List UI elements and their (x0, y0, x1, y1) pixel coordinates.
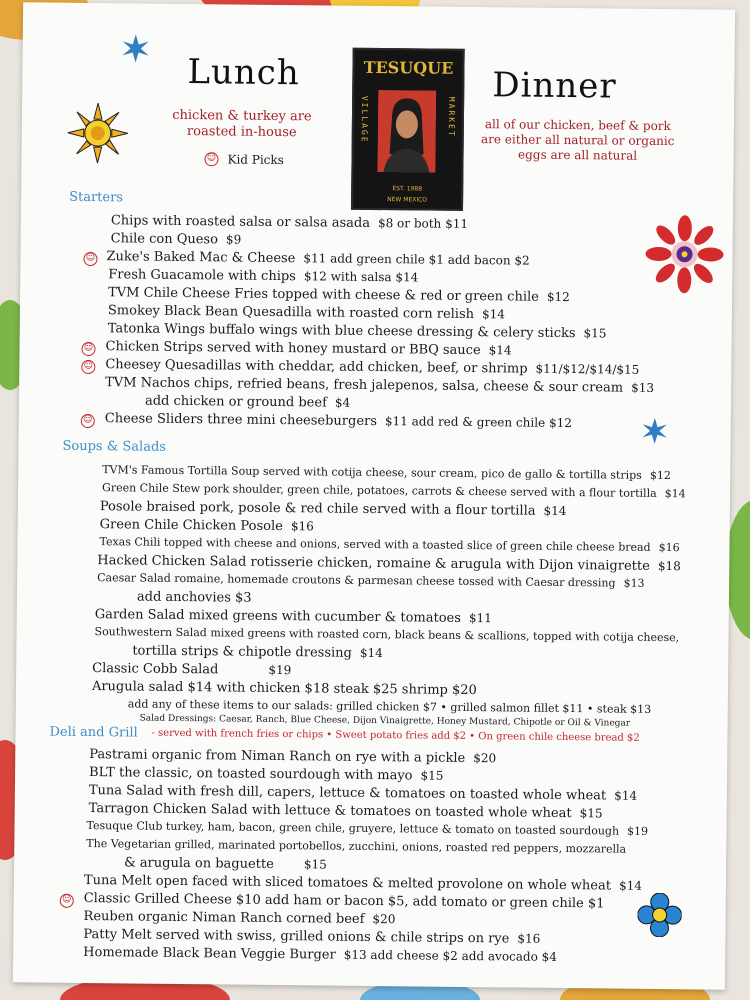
logo-title: TESUQUE (363, 57, 454, 78)
dinner-heading: Dinner (492, 65, 617, 107)
blue-flower-icon (637, 893, 681, 937)
menu-item (99, 535, 679, 554)
item-price: $15 (303, 857, 327, 872)
menu-item (92, 661, 291, 678)
deli-sides-note: - served with french fries or chips • Sweet potato fries add $2 • On green chile cheese bread $2 (151, 727, 640, 744)
menu-item (100, 499, 567, 519)
item-name: add anchovies $3 (136, 589, 252, 606)
menu-item (108, 267, 418, 285)
kid-pick-icon: ☺ (83, 252, 97, 266)
item-name: Caesar Salad romaine, homemade croutons & parmesan cheese tossed with Caesar dressing (97, 571, 616, 590)
item-name: Tuna Melt open faced with sliced tomatoes & melted provolone on whole wheat (83, 872, 612, 894)
menu-item (102, 481, 686, 500)
item-name: TVM Chile Cheese Fries topped with cheese & red or green chile (108, 285, 539, 305)
item-price: $14 (481, 307, 506, 322)
item-name: Hacked Chicken Salad rotisserie chicken, romaine & arugula with Dijon vinaigrette (97, 553, 650, 574)
item-name: Texas Chili topped with cheese and onions, served with a toasted slice of green chile cheese bread (99, 535, 651, 554)
item-name: Smokey Black Bean Quesadilla with roasted corn relish (107, 303, 475, 323)
item-price: $16 (290, 519, 314, 534)
item-price: $16 (658, 540, 680, 555)
item-name: Zuke's Baked Mac & Cheese (106, 249, 296, 267)
menu-item (105, 357, 639, 378)
star-icon (121, 33, 151, 63)
menu-item (105, 375, 654, 396)
item-name: & arugula on baguette (124, 855, 274, 872)
item-price: $19 (626, 824, 649, 838)
item-name: Cheese Sliders three mini cheeseburgers (104, 411, 378, 430)
item-name: add any of these items to our salads: grilled chicken $7 • grilled salmon fillet $11 • steak $13 (127, 697, 652, 716)
item-name: Chips with roasted salsa or salsa asada (110, 213, 371, 231)
item-price: $11/$12/$14/$15 (535, 361, 640, 377)
menu-item (106, 249, 529, 268)
item-name: Chicken Strips served with honey mustard or BBQ sauce (105, 339, 481, 359)
kid-pick-icon: ☺ (204, 152, 218, 166)
item-name: add chicken or ground beef (144, 393, 328, 411)
salad-dressings (140, 714, 631, 729)
item-price: $20 (473, 751, 497, 766)
menu-item (84, 891, 605, 911)
menu-item (108, 285, 570, 305)
menu-item (89, 747, 496, 766)
menu-item (105, 339, 511, 358)
item-name: TVM's Famous Tortilla Soup served with cotija cheese, sour cream, pico de gallo & tortilla strips (102, 463, 642, 482)
logo-est: EST. 1988 (392, 185, 423, 193)
item-price: $14 (614, 788, 638, 803)
item-price: $14 (618, 878, 642, 893)
item-price: $11 (468, 611, 492, 626)
item-name: Southwestern Salad mixed greens with roasted corn, black beans & scallions, topped with cotija cheese, (94, 625, 680, 645)
menu-item (84, 909, 396, 927)
item-name: tortilla strips & chipotle dressing (132, 643, 352, 661)
item-price: $12 (546, 289, 570, 305)
item-name: Pastrami organic from Niman Ranch on rye with a pickle (89, 747, 466, 766)
item-price: $12 with salsa $14 (303, 269, 419, 285)
item-name: Fresh Guacamole with chips (108, 267, 296, 285)
item-price: $15 (583, 326, 607, 341)
item-name: Classic Grilled Cheese $10 add ham or bacon $5, add tomato or green chile $1 (83, 890, 605, 912)
item-name: Tuna Salad with fresh dill, capers, lettuce & tomatoes on toasted whole wheat (88, 783, 607, 804)
item-price: $13 add cheese $2 add avocado $4 (343, 947, 558, 964)
item-name: Cheesey Quesadillas with cheddar, add chicken, beef, or shrimp (105, 357, 528, 377)
kid-pick-icon: ☺ (81, 414, 95, 428)
menu-item (111, 213, 468, 232)
item-name: Arugula salad $14 with chicken $18 steak $25 shrimp $20 (91, 679, 477, 699)
menu-item (94, 625, 679, 644)
item-price: $15 (579, 806, 603, 821)
item-price: $20 (372, 912, 396, 927)
item-name: Green Chile Chicken Posole (99, 517, 283, 535)
menu-item (83, 945, 557, 965)
item-price: $14 (543, 503, 567, 519)
menu-item (102, 463, 671, 482)
item-name: BLT the classic, on toasted sourdough with mayo (89, 765, 413, 784)
logo-right-text: MARKET (446, 96, 457, 138)
item-price: $11 add red & green chile $12 (384, 414, 573, 431)
menu-item (100, 517, 314, 534)
portrait-icon (377, 90, 436, 173)
item-price: $13 (631, 380, 655, 395)
item-name: Tesuque Club turkey, ham, bacon, green chile, gruyere, lettuce & tomato on toasted sourdough (86, 819, 620, 838)
item-name: Salad Dressings: Caesar, Ranch, Blue Cheese, Dijon Vinaigrette, Honey Mustard, Chipotle or Oil & Vinegar (139, 713, 631, 729)
item-price: $13 (623, 576, 645, 590)
item-name: Green Chile Stew pork shoulder, green chile, potatoes, carrots & cheese served with a flour tortilla (102, 481, 657, 500)
menu-item (84, 873, 642, 894)
natural-note: all of our chicken, beef & pork are either all natural or organic eggs are all natural (480, 117, 675, 163)
item-name: Garden Salad mixed greens with cucumber & tomatoes (94, 607, 462, 626)
sun-icon (65, 101, 130, 166)
item-name: Patty Melt served with swiss, grilled onions & chile strips on rye (83, 926, 510, 947)
item-name: TVM Nachos chips, refried beans, fresh jalepenos, salsa, cheese & sour cream (105, 375, 624, 396)
kid-pick-icon: ☺ (81, 360, 95, 374)
section-starters-title: Starters (69, 189, 124, 206)
item-name: Reuben organic Niman Ranch corned beef (83, 908, 365, 927)
star-icon (641, 417, 669, 445)
menu-item (89, 765, 444, 784)
item-price: $9 (225, 232, 242, 247)
menu-item (89, 783, 637, 804)
item-name: Posole braised pork, posole & red chile served with a flour tortilla (99, 499, 536, 519)
item-name: Classic Cobb Salad (92, 661, 219, 678)
menu-item (124, 855, 327, 872)
logo-location: NEW MEXICO (387, 196, 428, 204)
menu-item (137, 590, 252, 606)
menu-item (97, 571, 645, 590)
in-house-note: chicken & turkey are roasted in-house (172, 107, 312, 141)
item-name: Tatonka Wings buffalo wings with blue cheese dressing & celery sticks (107, 321, 576, 342)
item-price: $14 (359, 645, 383, 661)
item-price: $14 (664, 487, 686, 501)
item-name: Chile con Queso (110, 231, 219, 248)
kid-pick-icon: ☺ (60, 894, 74, 908)
menu-item (86, 837, 626, 856)
menu-item (145, 394, 350, 411)
logo-left-text: VILLAGE (359, 95, 370, 144)
menu-item (92, 679, 477, 698)
tesuque-logo (351, 48, 465, 211)
item-price: $11 add green chile $1 add bacon $2 (303, 251, 530, 268)
menu-item (105, 411, 572, 431)
item-name: Homemade Black Bean Veggie Burger (83, 944, 336, 963)
item-price: $15 (420, 768, 444, 783)
item-name: Tarragon Chicken Salad with lettuce & tomatoes on toasted whole wheat (88, 801, 572, 822)
kid-pick-icon: ☺ (81, 342, 95, 356)
menu-item (89, 801, 603, 821)
menu-item (128, 697, 652, 715)
menu-item (108, 303, 505, 322)
kid-picks-label: Kid Picks (227, 152, 284, 168)
item-name: The Vegetarian grilled, marinated portobellos, zucchini, onions, roasted red peppers, mozzarella (86, 837, 627, 856)
menu-item (95, 607, 492, 626)
menu-item (132, 643, 383, 661)
red-flower-icon (644, 214, 725, 295)
menu-item (108, 321, 607, 341)
item-price: $12 (649, 468, 671, 483)
menu-item (86, 819, 648, 838)
section-deli-title: Deli and Grill (49, 724, 138, 741)
lunch-heading: Lunch (187, 52, 300, 94)
item-price: $18 (657, 558, 681, 574)
item-price: $16 (517, 931, 541, 946)
menu-item (83, 927, 540, 947)
item-price: $19 (268, 662, 292, 678)
section-soups-title: Soups & Salads (62, 438, 167, 455)
item-price: $8 or both $11 (377, 216, 469, 231)
item-price: $14 (488, 343, 512, 358)
menu-item (111, 231, 242, 247)
menu-sheet (13, 2, 735, 989)
item-price: $4 (334, 395, 351, 410)
